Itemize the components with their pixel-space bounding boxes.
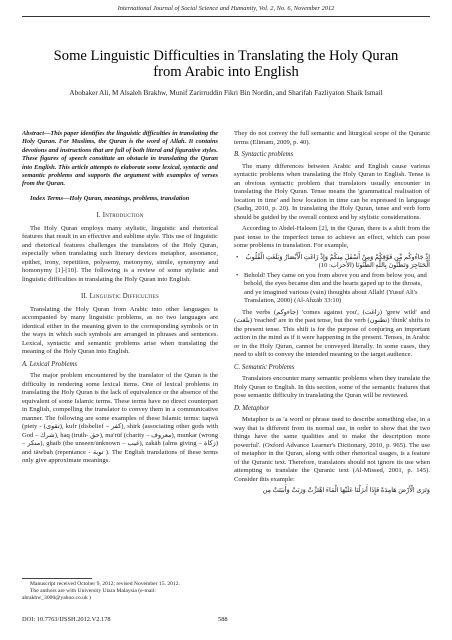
paragraph: Translators encounter many semantic problems when they translate the Holy Quran to English. In this section, some of the semantic features that pose semantic difficulty in translating the Quran will be reviewed. xyxy=(234,375,430,399)
paper-title: Some Linguistic Difficulties in Translating the Holy Quran from Arabic into English xyxy=(53,48,399,80)
paragraph: The verbs (جاءوكم) 'comes against you', (زاغت) 'grew wild' and (بلغت) 'reached' are in the past tense, but the verb (تظنون) 'think' shifts to the present tense. This shift is for the purpose of conjuring an important action in the mind as if it were happening in the present. Tenses, in Arabic or in the Holy Quran, cannot be conveyed literally. In some cases, they need to shift to convey the intended meaning to the target audience. xyxy=(234,308,430,358)
section-heading-linguistic-difficulties: II. Linguistic Difficulties xyxy=(80,293,160,301)
section-heading-introduction: I. Introduction xyxy=(96,212,144,220)
paragraph: The Holy Quran employs many stylistic, linguistic and rhetorical features that result in an effective and sublime style. This use of linguistic and rhetorical features challenges the translators of the Holy Quran, especially when translating such literary devices metaphor, assonance, epithet, irony, repetition, polysemy, metonymy, simile, synonymy and homonymy [1]-[10]. The following is a review of some stylistic and linguistic difficulties in translating the Holy Quran into English. xyxy=(22,224,218,283)
footnote-divider xyxy=(22,578,92,579)
subsection-heading-lexical: A. Lexical Problems xyxy=(22,360,78,368)
abstract-text: —This paper identifies the linguistic difficulties in translating the Holy Quran. For Muslims, the Quran is the word of Allah. It contains devotions and instructions that are full of both literal and figurative styles. These figures of speech constitute an obstacle in translating the Quran into English. This article attempts to elaborate some lexical, syntactic and semantic problems and supports the argument with examples of verses from the Quran. xyxy=(22,130,218,188)
author-list: Abobaker Ali, M Alsaleh Brakhw, Munif Zarirruddin Fikri Bin Nordin, and Sharifah Fazliyaton Shaik Ismail xyxy=(69,89,383,97)
paragraph: They do not convey the full semantic and liturgical scope of the Quranic terms (Elimam, 2009, p. 40). xyxy=(234,130,430,146)
abstract-label: Abstract xyxy=(22,130,45,137)
paragraph: According to Abdel-Haleem [2], in the Quran, there is a shift from the past tense to the imperfect tense to achieve an effect, which can pose some problems in translation. For example, xyxy=(234,225,430,249)
paragraph: The major problem encountered by the translator of the Quran is the difficulty in rendering some lexical items. One of lexical problems in translating the Holy Quran is the lack of equivalence or the absence of the equivalent of some Islamic terms. These terms have no direct counterpart in English, compelling the translator to convey them in a communicative manner. The following are some examples of these Islamic terms: taqwā (piety - (تقوى), kufr (disbelief – كفر), shirk (associating other gods with God – شرك), haq (truth- حق), ma'rūf (charity – معروف), munkar (wrong – منكر), ghaib (the unseen/unknown – غيب), zakāh (alms giving – زكاة) and tāwbah (repentance - توبة ). The English translations of these terms only give approximate meanings. xyxy=(22,372,219,465)
doi: DOI: 10.7763/IJSSH.2012.V2.178 xyxy=(22,616,111,623)
footnote-affiliation: The authors are with University Utara Malaysia (e-mail: abrakhw_3000@yahoo.co.uk ) xyxy=(22,588,156,601)
abstract xyxy=(22,130,218,189)
verse-list xyxy=(234,254,430,306)
verse-translation: • Behold! They came on you from above you and from below you, and behold, the eyes became dim and the hearts gaped up to the throats, and ye imagined various (vain) thoughts about Allah! (Yusuf Ali's Translation, 2000) (Al-Ahzāb 33:10) xyxy=(244,272,430,306)
arabic-verse: • إِذْ جَاءُوكُم مِّن فَوْقِكُمْ وَمِنْ أَسْفَلَ مِنكُمْ وَإِذْ زَاغَتِ الْأَبْصَارُ وَبَلَغَتِ الْقُلُوبُ الْحَنَاجِرَ وَتَظُنُّونَ بِاللَّهِ الظُّنُونَا (الأحزاب: 10) xyxy=(244,254,430,271)
page-number: 588 xyxy=(218,616,228,623)
paragraph: Metaphor is as 'a word or phrase used to describe something else, in a way that is different from its normal use, in order to show that the two things have the same qualities and to make the description more powerful'. (Oxford Advance Learner's Dictionary, 2010, p. 965). The use of metaphor in the Quran, along with other rhetorical usages, is a feature of the Quranic text. Therefore, translators should not ignore its use when attempting to translate the Quranic text (Al-Mīssed, 2001, p. 145). Consider this example: xyxy=(234,416,430,483)
index-terms-label: Index Terms xyxy=(30,194,63,202)
subsection-heading-metaphor: D. Metaphor xyxy=(234,404,270,412)
index-terms-text: —Holy Quran, meanings, problems, translation xyxy=(62,194,190,202)
left-column xyxy=(22,130,218,469)
footnote-received: Manuscript received October 9, 2012; revised November 15. 2012. xyxy=(30,581,180,587)
index-terms xyxy=(22,195,218,204)
journal-header: International Journal of Social Science and Humanity, Vol. 2, No. 6, November 2012 xyxy=(117,5,335,12)
paragraph: The many differences between Arabic and English cause various syntactic problems when translating the Holy Quran to English. Tense is an obvious syntactic problem that translators usually encounter in translating the Holy Quran. Tense means the 'grammatical realisation of location in time' and how location in time can be expressed in language (Sadiq, 2010, p. 20). In translating the Holy Quran, tense and verb form should be guided by the overall context and by stylistic considerations. xyxy=(234,162,430,221)
paragraph: Translating the Holy Quran from Arabic into other languages is accompanied by many linguistic problems, as no two languages are identical either in the meaning given to the corresponding symbols or in the ways in which such symbols are arranged in phrases and sentences. Lexical, syntactic and semantic problems arise when translating the meaning of the Holy Quran into English. xyxy=(22,305,218,356)
subsection-heading-syntactic: B. Syntactic problems xyxy=(234,151,294,158)
footnote xyxy=(22,581,218,602)
right-column xyxy=(234,130,430,499)
arabic-verse: وَتَرَى الْأَرْضَ هَامِدَةً فَإِذَا أَنزَلْنَا عَلَيْهَا الْمَاءَ اهْتَزَّتْ وَرَبَتْ وَأَنبَتَتْ مِن xyxy=(262,487,430,494)
subsection-heading-semantic: C. Semantic Problems xyxy=(234,363,295,371)
header-divider xyxy=(22,16,430,17)
